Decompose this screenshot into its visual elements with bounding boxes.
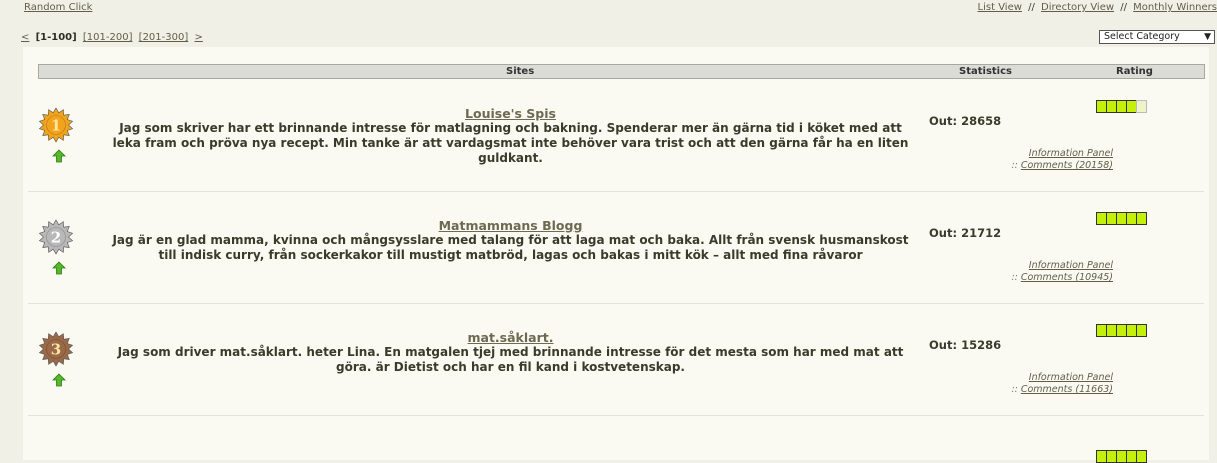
out-count: Out: 28658 <box>929 114 1002 128</box>
site-row <box>23 304 1209 416</box>
site-row <box>23 80 1209 192</box>
information-panel-link[interactable]: Information Panel <box>1028 260 1113 271</box>
rating-bar <box>1096 212 1147 225</box>
rating-segment <box>1136 100 1147 113</box>
rating-segment <box>1116 450 1126 463</box>
rating-segment <box>1116 212 1126 225</box>
view-links <box>978 2 1217 13</box>
category-select[interactable] <box>1099 30 1215 44</box>
rank-medal-icon <box>38 107 74 143</box>
site-title-link[interactable]: Matmammans Blogg <box>438 218 583 233</box>
rating-segment <box>1096 450 1106 463</box>
top-bar <box>0 0 1217 16</box>
rating-segment <box>1126 450 1136 463</box>
comments-link[interactable]: Comments (11663) <box>1020 384 1113 395</box>
statistics-column-header: Statistics <box>959 66 1012 77</box>
out-count: Out: 15286 <box>929 338 1002 352</box>
rating-segment <box>1096 100 1106 113</box>
rating-segment <box>1136 450 1147 463</box>
rating-segment <box>1126 324 1136 337</box>
rating-segment <box>1126 212 1136 225</box>
rating-bar <box>1096 324 1147 337</box>
rating-column-header: Rating <box>1116 66 1153 77</box>
rating-segment <box>1106 324 1116 337</box>
info-separator: :: <box>1011 272 1018 283</box>
current-page: [1-100] <box>35 32 77 43</box>
comments-link[interactable]: Comments (10945) <box>1020 272 1113 283</box>
prev-page-link[interactable]: < <box>21 32 30 43</box>
site-row <box>23 192 1209 304</box>
info-separator: :: <box>1011 384 1018 395</box>
category-select-value: Select Category <box>1104 31 1180 42</box>
rating-segment <box>1136 324 1147 337</box>
rating-segment <box>1116 324 1126 337</box>
rating-segment <box>1096 324 1106 337</box>
sites-column-header: Sites <box>506 66 535 77</box>
page-101-200-link[interactable]: [101-200] <box>82 32 133 43</box>
site-info-links <box>993 372 1113 396</box>
pagination <box>21 32 206 43</box>
site-title-link[interactable]: mat.såklart. <box>467 330 554 345</box>
rating-segment <box>1126 100 1136 113</box>
information-panel-link[interactable]: Information Panel <box>1028 372 1113 383</box>
site-info-links <box>993 148 1113 172</box>
next-page-link[interactable]: > <box>194 32 203 43</box>
info-separator: :: <box>1011 160 1018 171</box>
rating-bar <box>1096 100 1147 113</box>
dropdown-arrow-icon: ▼ <box>1204 32 1211 42</box>
up-arrow-icon <box>52 261 66 275</box>
rank-medal-icon <box>38 331 74 367</box>
rating-segment <box>1106 100 1116 113</box>
row-divider <box>28 415 1204 416</box>
site-description: Jag som skriver har ett brinnande intresse för matlagning och bakning. Spenderar mer än gärna tid i köket med att leka fram och pröva nya recept. Min tanke är att vardagsmat inte behöver vara trist och att den gärna får ha en liten guldkant. <box>112 121 909 165</box>
separator: // <box>1120 2 1127 13</box>
up-arrow-icon <box>52 373 66 387</box>
table-header <box>38 64 1205 79</box>
rating-segment <box>1106 212 1116 225</box>
site-description: Jag som driver mat.såklart. heter Lina. En matgalen tjej med brinnande intresse för det mesta som har med mat att göra. är Dietist och har en fil kand i kostvetenskap. <box>117 345 904 374</box>
site-title-link[interactable]: Louise's Spis <box>465 106 556 121</box>
rank-medal-icon <box>38 219 74 255</box>
up-arrow-icon <box>52 149 66 163</box>
site-description: Jag är en glad mamma, kvinna och mångsysslare med talang för att laga mat och baka. Allt från svensk husmanskost till indisk curry, från sockerkakor till mustigt matbröd, lagas och bakas i mitt kök – allt med fina råvaror <box>112 233 909 262</box>
rank-number: 3 <box>50 340 62 359</box>
rank-number: 2 <box>50 228 62 247</box>
directory-view-link[interactable]: Directory View <box>1041 2 1115 13</box>
out-count: Out: 21712 <box>929 226 1002 240</box>
site-info-links <box>993 260 1113 284</box>
rating-segment <box>1096 212 1106 225</box>
rating-segment <box>1106 450 1116 463</box>
rating-segment <box>1116 100 1126 113</box>
sites-panel <box>23 47 1209 460</box>
comments-link[interactable]: Comments (20158) <box>1020 160 1113 171</box>
information-panel-link[interactable]: Information Panel <box>1028 148 1113 159</box>
separator: // <box>1028 2 1035 13</box>
rating-bar <box>1096 450 1147 463</box>
list-view-link[interactable]: List View <box>977 2 1022 13</box>
random-click-link[interactable]: Random Click <box>24 2 93 13</box>
rank-number: 1 <box>50 116 62 135</box>
monthly-winners-link[interactable]: Monthly Winners <box>1133 2 1217 13</box>
rating-segment <box>1136 212 1147 225</box>
page-201-300-link[interactable]: [201-300] <box>138 32 189 43</box>
